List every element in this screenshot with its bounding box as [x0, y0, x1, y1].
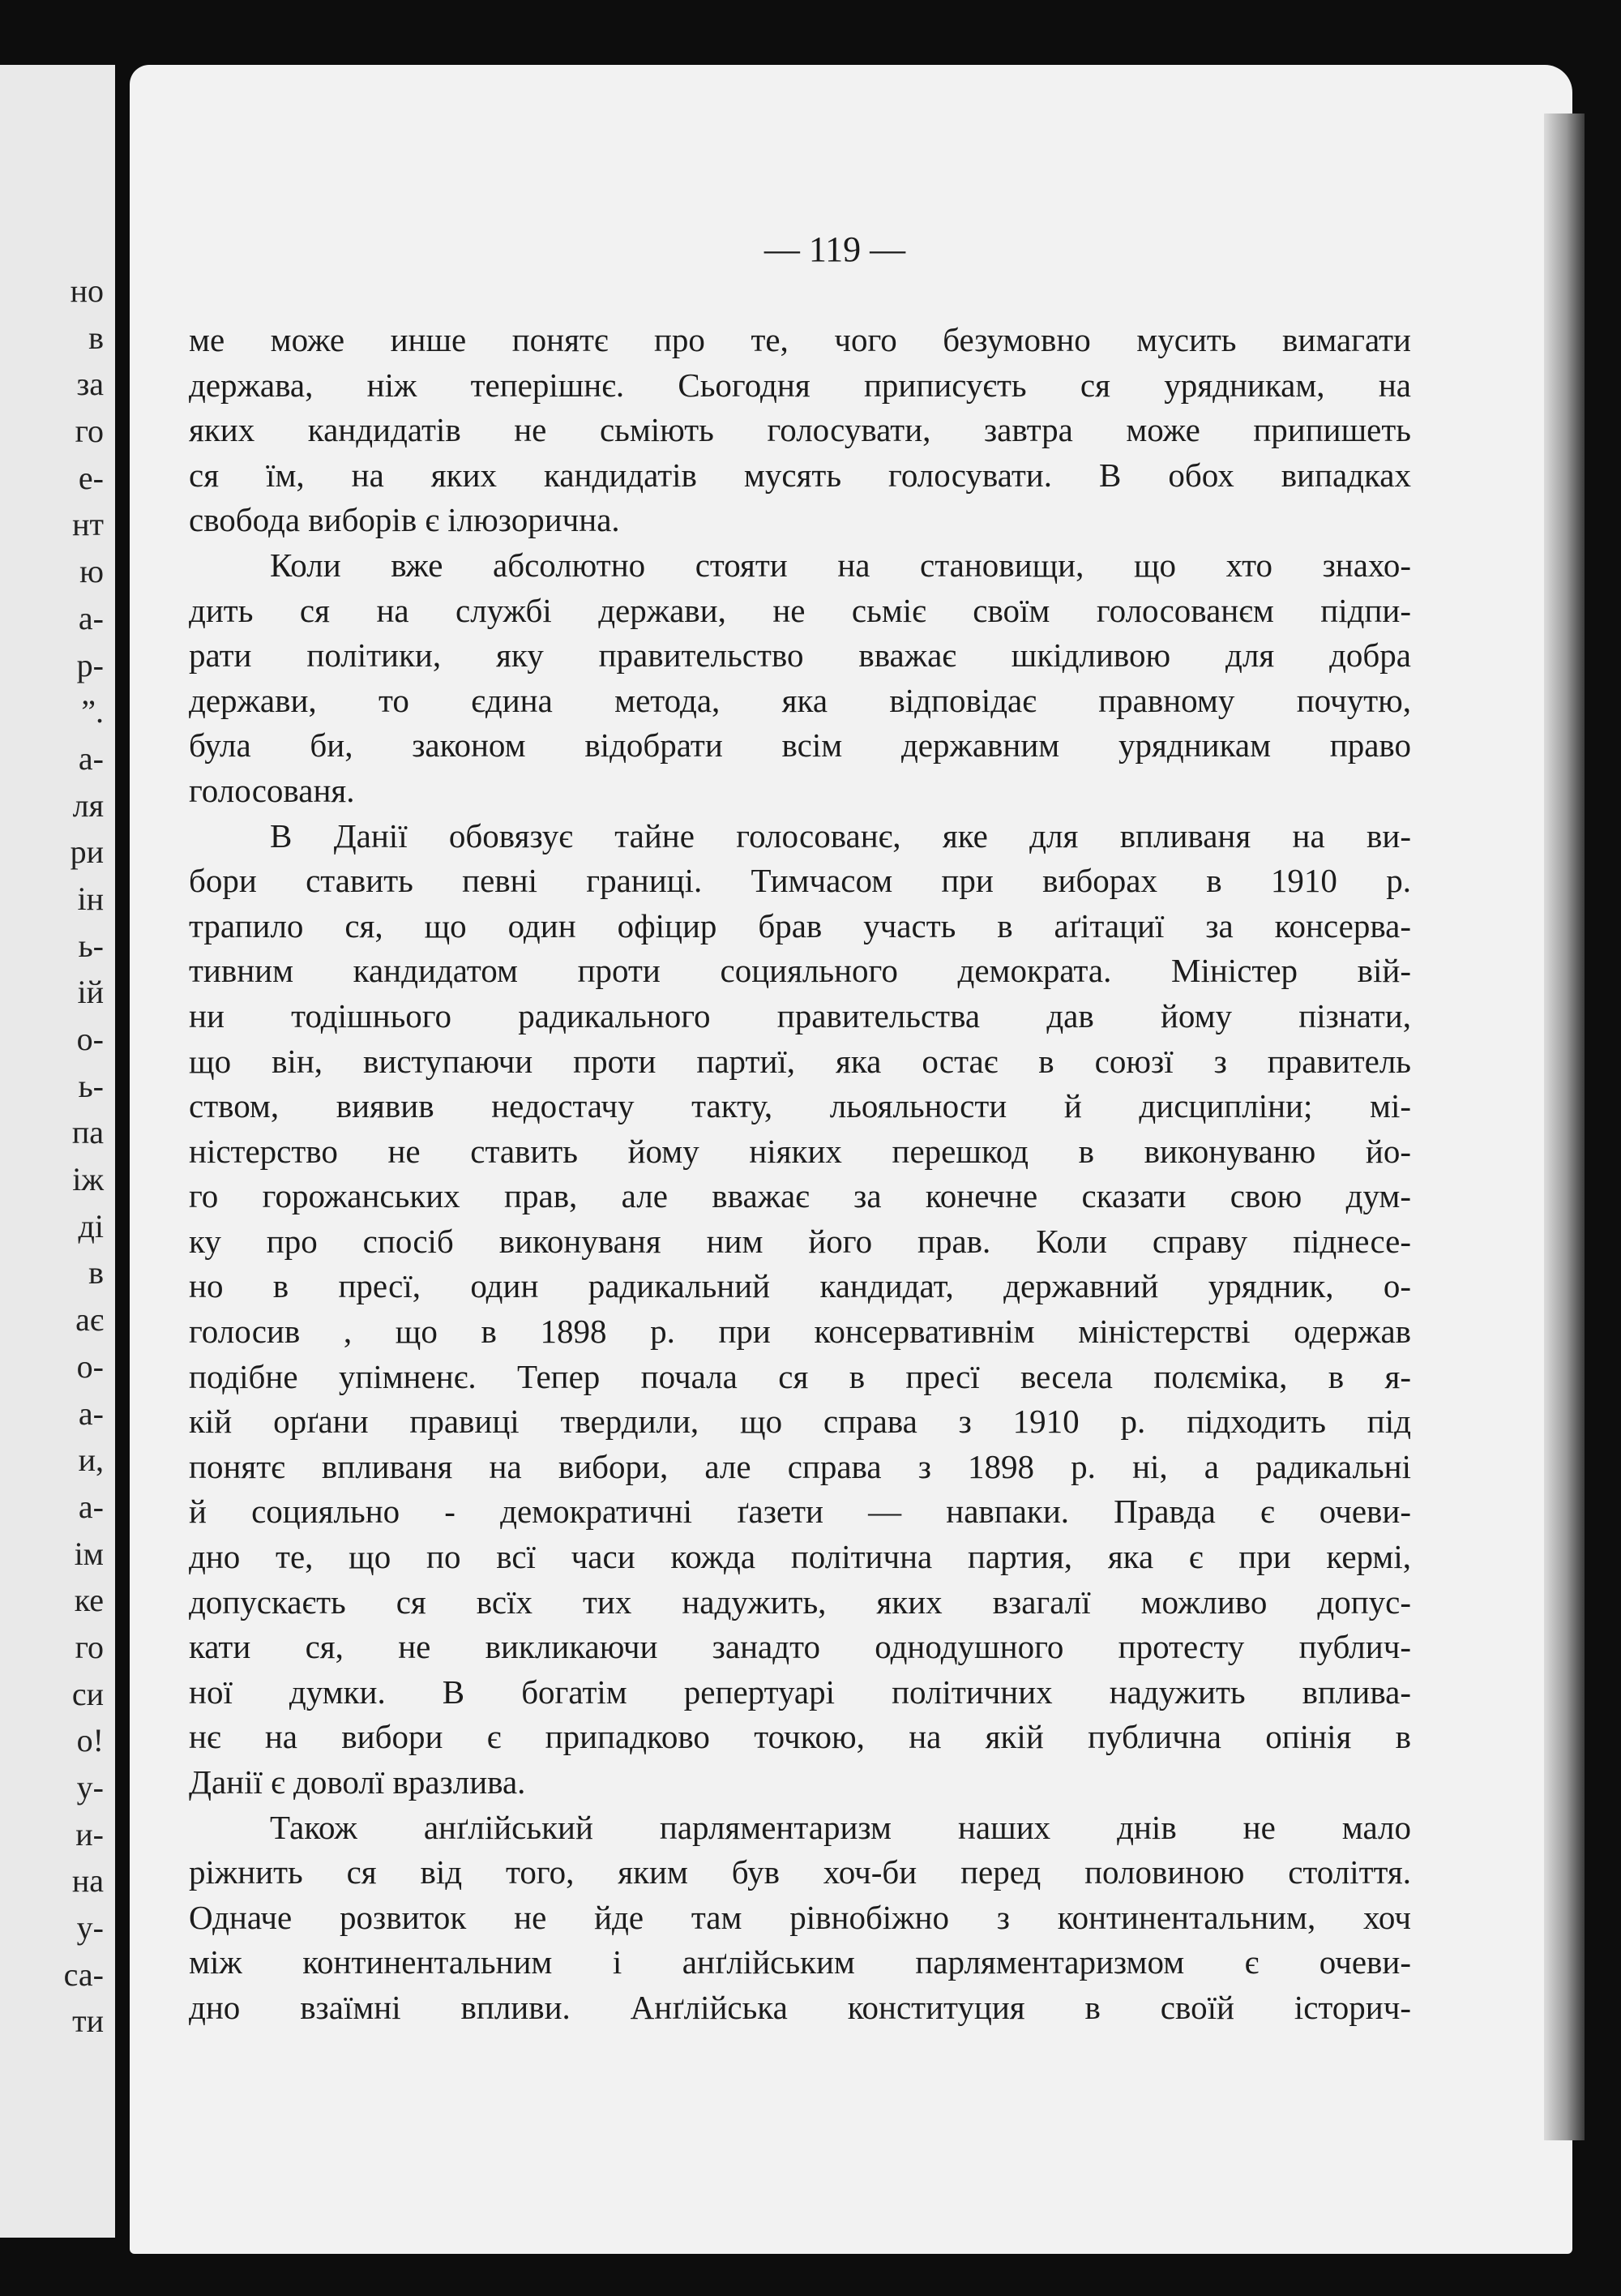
- left-fragment: а-: [78, 1394, 104, 1432]
- text-line: го горожанських прав, але вважає за конечне сказати свою дум-: [189, 1177, 1411, 1215]
- text-line: нє на вибори є припадково точкою, на якій публична опінія в: [189, 1718, 1411, 1756]
- text-line: допускаєть ся всїх тих надужить, яких взагалї можливо допус-: [189, 1583, 1411, 1621]
- left-fragment: ім: [74, 1535, 104, 1572]
- left-fragment: за: [76, 366, 104, 403]
- left-page-text-fragments: [0, 268, 104, 2045]
- left-fragment: го: [75, 413, 104, 450]
- paragraph: [189, 1806, 1411, 2031]
- left-fragment: ю: [79, 553, 104, 590]
- left-fragment: у-: [76, 1909, 104, 1947]
- body-text: [189, 318, 1411, 2031]
- text-line: Також анґлійський парляментаризм наших днів не мало: [270, 1808, 1411, 1846]
- text-line: ством, виявив недостачу такту, льояльности й дисципліни; мі-: [189, 1087, 1411, 1125]
- left-fragment: ь-: [78, 1067, 104, 1104]
- left-fragment: ля: [72, 786, 104, 824]
- text-line: ріжнить ся від того, яким був хоч-би перед половиною століття.: [189, 1853, 1411, 1891]
- left-fragment: р-: [76, 646, 104, 683]
- left-fragment: іж: [72, 1161, 104, 1198]
- left-fragment: и,: [78, 1441, 104, 1479]
- text-line: між континентальним і анґлійським парляментаризмом є очеви-: [189, 1943, 1411, 1981]
- left-fragment: го: [75, 1628, 104, 1665]
- text-line: голосив , що в 1898 р. при консервативнім міністерстві одержав: [189, 1313, 1411, 1351]
- text-line: ни тодішнього радикального правительства дав йому пізнати,: [189, 996, 1411, 1034]
- left-fragment: ій: [77, 974, 104, 1011]
- left-fragment: в: [88, 319, 104, 356]
- text-line: понятє впливаня на вибори, але справа з 1898 р. ні, а радикальні: [189, 1447, 1411, 1485]
- text-line: Одначе розвиток не йде там рівнобіжно з континентальним, хоч: [189, 1898, 1411, 1936]
- text-line: ку про спосіб виконуваня ним його прав. Коли справу піднесе-: [189, 1222, 1411, 1260]
- left-fragment: о!: [76, 1722, 104, 1759]
- paragraph: [189, 814, 1411, 1806]
- left-fragment: ти: [72, 2003, 104, 2040]
- text-line: ме може инше понятє про те, чого безумовно мусить вимагати: [189, 321, 1411, 358]
- text-line: подібне упімненє. Тепер почала ся в пресї весела полєміка, в я-: [189, 1357, 1411, 1395]
- left-fragment: си: [71, 1675, 104, 1712]
- left-fragment: па: [71, 1114, 104, 1151]
- text-line: ністерство не ставить йому ніяких перешкод в виконуваню йо-: [189, 1132, 1411, 1170]
- left-fragment: о-: [76, 1347, 104, 1385]
- left-fragment: ін: [77, 880, 104, 917]
- left-fragment: е-: [78, 459, 104, 496]
- text-line: яких кандидатів не сьміють голосувати, завтра може припишеть: [189, 411, 1411, 449]
- text-line: кати ся, не викликаючи занадто однодушного протесту публич-: [189, 1628, 1411, 1666]
- left-fragment: а-: [78, 599, 104, 636]
- left-fragment: ді: [78, 1207, 104, 1244]
- text-line: В Данії обовязує тайне голосованє, яке для впливаня на ви-: [270, 816, 1411, 855]
- text-line: рати політики, яку правительство вважає шкідливою для добра: [189, 636, 1411, 675]
- text-line: ся їм, на яких кандидатів мусять голосувати. В обох випадках: [189, 456, 1411, 494]
- text-line: держави, то єдина метода, яка відповідає правному почутю,: [189, 681, 1411, 719]
- left-fragment: и-: [75, 1815, 104, 1853]
- left-fragment: а-: [78, 739, 104, 777]
- left-fragment: ”.: [81, 693, 104, 730]
- left-fragment: в: [88, 1254, 104, 1292]
- text-line: но в пресї, один радикальний кандидат, державний урядник, о-: [189, 1267, 1411, 1305]
- text-line: свобода виборів є ілюзорична.: [189, 501, 620, 539]
- text-line: кій орґани правиці твердили, що справа з 1910 р. підходить під: [189, 1403, 1411, 1441]
- left-fragment: о-: [76, 1021, 104, 1057]
- left-fragment: ає: [75, 1301, 104, 1339]
- text-line: й социяльно - демократичні ґазети — навпаки. Правда є очеви-: [189, 1493, 1411, 1531]
- text-line: ної думки. В богатім репертуарі політичних надужить вплива-: [189, 1673, 1411, 1711]
- left-fragment: а-: [78, 1488, 104, 1525]
- text-line: трапило ся, що один офіцир брав участь в аґітациї за консерва-: [189, 906, 1411, 945]
- text-line: дно взаїмні впливи. Анґлійська конституция в своїй історич-: [189, 1988, 1411, 2026]
- left-fragment: ке: [74, 1582, 104, 1619]
- text-line: була би, законом відобрати всім державним урядникам право: [189, 726, 1411, 765]
- left-fragment: са-: [63, 1955, 104, 1993]
- left-fragment: ри: [70, 833, 104, 871]
- text-line: держава, ніж теперішнє. Сьогодня приписуєть ся урядникам, на: [189, 366, 1411, 404]
- text-line: бори ставить певні границі. Тимчасом при виборах в 1910 р.: [189, 862, 1411, 900]
- text-line: Данії є доволї вразлива.: [189, 1763, 526, 1801]
- text-line: голосованя.: [189, 771, 355, 809]
- text-line: дно те, що по всї часи кожда політична партия, яка є при кермі,: [189, 1538, 1411, 1576]
- paragraph: [189, 318, 1411, 543]
- text-line: що він, виступаючи проти партиї, яка остає в союзї з правитель: [189, 1042, 1411, 1080]
- left-fragment: нт: [72, 506, 104, 543]
- page-number: — 119 —: [763, 229, 906, 269]
- text-line: Коли вже абсолютно стояти на становищи, що хто знахо-: [270, 546, 1411, 584]
- text-line: тивним кандидатом проти социяльного демократа. Міністер вій-: [189, 952, 1411, 990]
- left-fragment: на: [71, 1862, 104, 1900]
- text-line: дить ся на службі держави, не сьміє своїм голосованєм підпи-: [189, 591, 1411, 629]
- left-fragment: у-: [76, 1769, 104, 1806]
- left-fragment: но: [70, 272, 104, 309]
- page-edge-shadow: [1544, 114, 1585, 2140]
- left-fragment: ь-: [78, 927, 104, 964]
- paragraph: [189, 543, 1411, 814]
